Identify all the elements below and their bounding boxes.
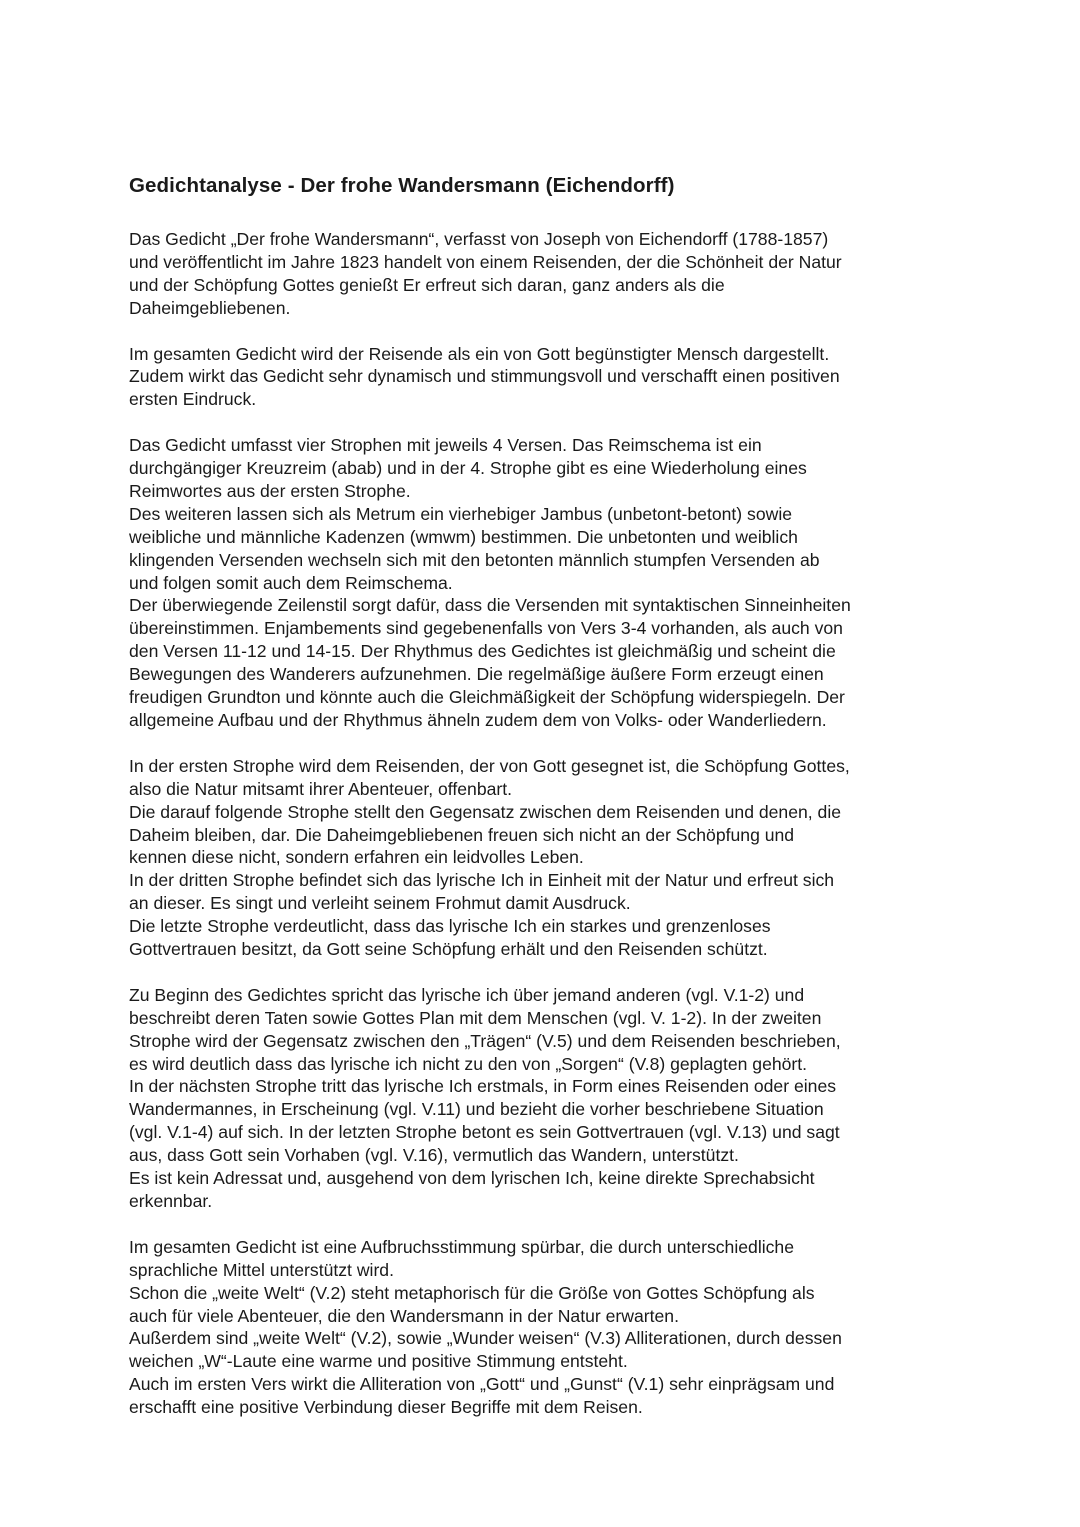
text-line: In der ersten Strophe wird dem Reisenden, der von Gott gesegnet ist, die Schöpfung Gottes,: [129, 755, 850, 776]
document-page: [129, 172, 964, 1442]
text-line: (vgl. V.1-4) auf sich. In der letzten Strophe betont es sein Gottvertrauen (vgl. V.13) und sagt: [129, 1122, 840, 1143]
text-line: Reimwortes aus der ersten Strophe.: [129, 480, 411, 501]
text-line: sprachliche Mittel unterstützt wird.: [129, 1259, 394, 1280]
document-title: Gedichtanalyse - Der frohe Wandersmann (Eichendorff): [129, 174, 675, 197]
text-line: Strophe wird der Gegensatz zwischen den „Trägen“ (V.5) und dem Reisenden beschrieben,: [129, 1030, 841, 1051]
text-line: also die Natur mitsamt ihrer Abenteuer, offenbart.: [129, 778, 513, 799]
text-line: In der dritten Strophe befindet sich das lyrische Ich in Einheit mit der Natur und erfreut sich: [129, 870, 835, 891]
text-line: Im gesamten Gedicht wird der Reisende als ein von Gott begünstigter Mensch dargestellt.: [129, 343, 830, 364]
text-line: auch für viele Abenteuer, die den Wandersmann in der Natur erwarten.: [129, 1305, 679, 1326]
paragraph-2: [129, 343, 964, 412]
paragraph-1: [129, 228, 964, 320]
paragraph-5: [129, 984, 964, 1213]
text-line: den Versen 11-12 und 14-15. Der Rhythmus des Gedichtes ist gleichmäßig und scheint die: [129, 641, 836, 662]
text-line: übereinstimmen. Enjambements sind gegebenenfalls von Vers 3-4 vorhanden, als auch von: [129, 618, 843, 639]
text-line: Auch im ersten Vers wirkt die Alliteration von „Gott“ und „Gunst“ (V.1) sehr einprägsam und: [129, 1374, 835, 1395]
text-line: In der nächsten Strophe tritt das lyrische Ich erstmals, in Form eines Reisenden oder eines: [129, 1076, 837, 1097]
text-line: freudigen Grundton und könnte auch die Gleichmäßigkeit der Schöpfung widerspiegeln. Der: [129, 687, 845, 708]
text-line: und veröffentlicht im Jahre 1823 handelt von einem Reisenden, der die Schönheit der Natur: [129, 251, 842, 272]
text-line: Der überwiegende Zeilenstil sorgt dafür, dass die Versenden mit syntaktischen Sinneinheiten: [129, 595, 851, 616]
text-line: durchgängiger Kreuzreim (abab) und in der 4. Strophe gibt es eine Wiederholung eines: [129, 458, 807, 479]
text-line: es wird deutlich dass das lyrische ich nicht zu den von „Sorgen“ (V.8) geplagten gehört.: [129, 1053, 808, 1074]
text-line: Daheim bleiben, dar. Die Daheimgebliebenen freuen sich nicht an der Schöpfung und: [129, 824, 795, 845]
paragraph-4: [129, 755, 964, 961]
text-line: Schon die „weite Welt“ (V.2) steht metaphorisch für die Größe von Gottes Schöpfung als: [129, 1282, 815, 1303]
text-line: erschafft eine positive Verbindung dieser Begriffe mit dem Reisen.: [129, 1397, 643, 1418]
text-line: weichen „W“-Laute eine warme und positive Stimmung entsteht.: [129, 1351, 628, 1372]
text-line: Gottvertrauen besitzt, da Gott seine Schöpfung erhält und den Reisenden schützt.: [129, 939, 768, 960]
text-line: Das Gedicht „Der frohe Wandersmann“, verfasst von Joseph von Eichendorff (1788-1857): [129, 229, 829, 249]
text-line: ersten Eindruck.: [129, 389, 257, 410]
text-line: Das Gedicht umfasst vier Strophen mit jeweils 4 Versen. Das Reimschema ist ein: [129, 435, 762, 456]
text-line: Daheimgebliebenen.: [129, 297, 291, 318]
text-line: erkennbar.: [129, 1191, 213, 1211]
text-line: Es ist kein Adressat und, ausgehend von dem lyrischen Ich, keine direkte Sprechabsicht: [129, 1168, 815, 1189]
text-line: Die letzte Strophe verdeutlicht, dass das lyrische Ich ein starkes und grenzenloses: [129, 916, 771, 937]
text-line: Die darauf folgende Strophe stellt den Gegensatz zwischen dem Reisenden und denen, die: [129, 801, 842, 822]
text-line: Zudem wirkt das Gedicht sehr dynamisch und stimmungsvoll und verschafft einen positiven: [129, 366, 840, 387]
text-line: weibliche und männliche Kadenzen (wmwm) bestimmen. Die unbetonten und weiblich: [129, 526, 798, 547]
text-line: und folgen somit auch dem Reimschema.: [129, 572, 453, 593]
text-line: kennen diese nicht, sondern erfahren ein leidvolles Leben.: [129, 847, 584, 868]
text-line: Im gesamten Gedicht ist eine Aufbruchsstimmung spürbar, die durch unterschiedliche: [129, 1236, 794, 1257]
paragraph-6: [129, 1236, 964, 1419]
text-line: klingenden Versenden wechseln sich mit den betonten männlich stumpfen Versenden ab: [129, 549, 820, 570]
text-line: Des weiteren lassen sich als Metrum ein vierhebiger Jambus (unbetont-betont) sowie: [129, 503, 793, 524]
text-line: beschreibt deren Taten sowie Gottes Plan mit dem Menschen (vgl. V. 1-2). In der zweiten: [129, 1007, 822, 1028]
text-line: und der Schöpfung Gottes genießt Er erfreut sich daran, ganz anders als die: [129, 274, 725, 295]
text-line: aus, dass Gott sein Vorhaben (vgl. V.16), vermutlich das Wandern, unterstützt.: [129, 1145, 739, 1166]
text-line: Bewegungen des Wanderers aufzunehmen. Die regelmäßige äußere Form erzeugt einen: [129, 664, 824, 685]
document-body: [129, 228, 964, 1419]
text-line: an dieser. Es singt und verleiht seinem Frohmut damit Ausdruck.: [129, 893, 631, 914]
text-line: Wandermannes, in Erscheinung (vgl. V.11) und bezieht die vorher beschriebene Situation: [129, 1099, 824, 1120]
text-line: Außerdem sind „weite Welt“ (V.2), sowie „Wunder weisen“ (V.3) Alliterationen, durch dessen: [129, 1328, 842, 1349]
paragraph-3: [129, 434, 964, 732]
text-line: Zu Beginn des Gedichtes spricht das lyrische ich über jemand anderen (vgl. V.1-2) und: [129, 984, 805, 1005]
text-line: allgemeine Aufbau und der Rhythmus ähneln zudem dem von Volks- oder Wanderliedern.: [129, 710, 827, 730]
